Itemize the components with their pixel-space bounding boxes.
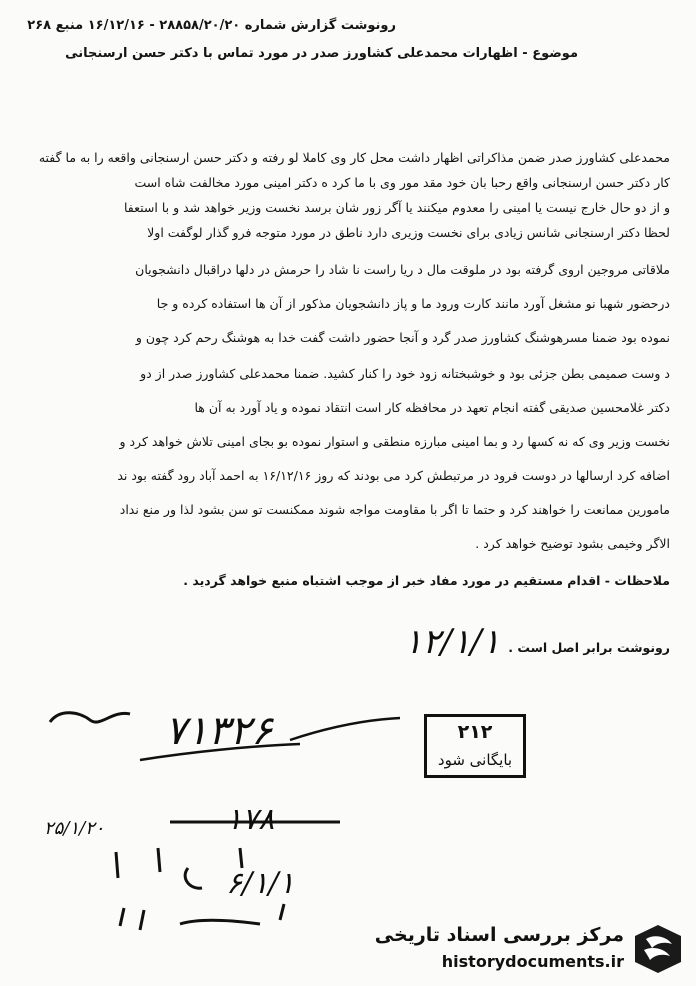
handwritten-sign-date: ۱۲/۱/۱ <box>404 622 500 662</box>
copy-certification: رونوشت برابر اصل است . <box>508 640 670 655</box>
watermark-title: مرکز بررسی اسناد تاریخی <box>374 924 624 946</box>
body-line: اضافه کرد ارسالها در دوست فرود در مرتبطش کرد می بودند که روز ۱۶/۱۲/۱۶ به احمد آباد رود گفته بود ند <box>117 468 670 483</box>
body-line: د وست صمیمی بطن جزئی بود و خوشبختانه زود خود را کنار کشید. ضمنا محمدعلی کشاورز صدر از دو <box>140 366 670 381</box>
stamp-number: ۲۱۲ <box>457 721 493 743</box>
body-line: لحظا دکتر ارسنجانی شانس زیادی برای نخست وزیری دارد ناطق در مورد متوجه فرو گذار لوگفت اولا <box>147 225 670 240</box>
archive-stamp <box>424 714 526 778</box>
handwritten-date-2: ۶/۱/۱ <box>226 866 295 901</box>
handwritten-scribble-line <box>40 700 420 780</box>
body-line: درحضور شهبا نو مشغل آورد مانند کارت ورود ما و پاز دانشجویان مذکور از آن ها استفاده کرده و جا <box>156 296 670 311</box>
body-line: ملاقاتی مروجین اروی گرفته بود در ملوقت مال د ریا راست نا شاد را حرمش در دلها دراقبال دانشجویان <box>135 262 670 277</box>
report-copy-header: رونوشت گزارش شماره ۲۸۸۵۸/۲۰/۲۰ - ۱۶/۱۲/۱۶ منبع ۲۶۸ <box>27 18 396 33</box>
handwritten-date: ۲۵/۱/۲۰ <box>44 818 105 839</box>
handwritten-number: ۷۱۳۲۶ <box>165 708 273 754</box>
subject-line: موضوع - اظهارات محمدعلی کشاورز صدر در مورد تماس با دکتر حسن ارسنجانی <box>65 46 578 61</box>
body-line: نموده بود ضمنا مسرهوشنگ کشاورز صدر گرد و آنجا حضور داشت گفت خدا به هوشنگ رحم کرد چون و <box>135 330 670 345</box>
watermark-logo <box>374 920 688 980</box>
body-line: دکتر غلامحسین صدیقی گفته انجام تعهد در محافظه کار است انتقاد نموده و یاد آورد به آن ها <box>194 400 670 415</box>
body-line: و از دو حال خارج نیست یا امینی را معدوم میکنند یا آگر زور شان برسد نخست وزیر خواهد شد و با استعفا <box>123 200 670 215</box>
handwritten-bottom-scribble <box>110 900 310 950</box>
watermark-url: historydocuments.ir <box>441 952 624 971</box>
body-line: نخست وزیر وی که نه کسها رد و بما امینی مبارزه منطقی و استوار نموده بو بجای امینی تلاش خواهد کرد و <box>119 434 670 449</box>
body-line: مامورین ممانعت را خواهند کرد و حتما تا اگر با مقاومت مواجه شوند ممکنست تو سن بشود لذا ور منع نداد <box>119 502 670 517</box>
stamp-label: بایگانی شود <box>437 751 513 769</box>
body-line: محمدعلی کشاورز صدر ضمن مذاکراتی اظهار داشت محل کار وی کاملا لو رفته و دکتر حسن ارسنجانی واقعه را به ما گفته <box>38 150 670 165</box>
body-line: کار دکتر حسن ارسنجانی واقع رحبا بان خود مقد مور وی با ما کرد ه دکتر امینی مورد مخالفت شاه است <box>134 175 670 190</box>
handwritten-number-2: ۱۷۸ <box>226 802 275 837</box>
watermark-emblem-icon <box>632 922 684 976</box>
remarks-note: ملاحظات - اقدام مستقیم در مورد مفاد خبر از موجب اشتباه منبع خواهد گردید . <box>183 573 670 588</box>
body-line: الاگر وخیمی بشود توضیح خواهد کرد . <box>475 536 670 551</box>
